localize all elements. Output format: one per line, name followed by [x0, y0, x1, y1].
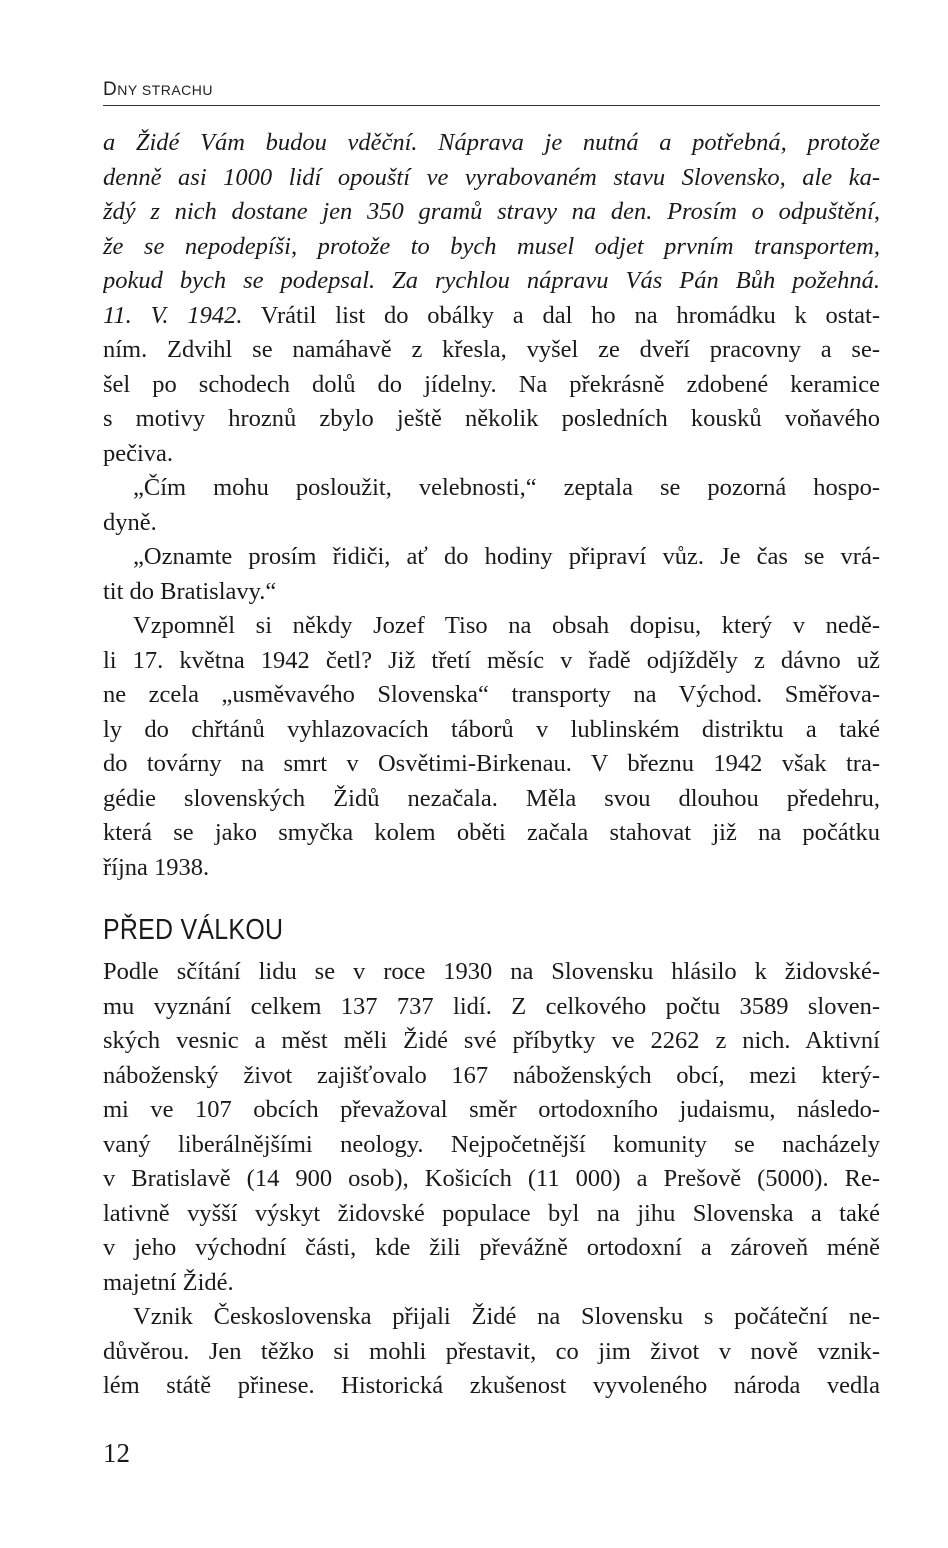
- text-line: a Židé Vám budou vděční. Náprava je nutná a potřebná, protože: [103, 129, 880, 156]
- text-line: Vznik Československa přijali Židé na Slovensku s počáteční ne-: [133, 1303, 880, 1330]
- text-line: mi ve 107 obcích převažoval směr ortodoxního judaismu, následo-: [103, 1096, 880, 1123]
- text-line: šel po schodech dolů do jídelny. Na překrásně zdobené keramice: [103, 370, 880, 398]
- text-line: tit do Bratislavy.“: [103, 577, 277, 605]
- text-line: dyně.: [103, 508, 157, 536]
- text-line: ním. Zdvihl se namáhavě z křesla, vyšel ze dveří pracovny a se-: [103, 336, 880, 363]
- running-head: [103, 79, 213, 101]
- text-line: která se jako smyčka kolem oběti začala stahovat již na počátku: [103, 819, 880, 846]
- text-line: pokud bych se podepsal. Za rychlou nápravu Vás Pán Bůh požehná.: [103, 267, 880, 294]
- text-line: majetní Židé.: [103, 1268, 234, 1296]
- text-line: do továrny na smrt v Osvětimi-Birkenau. V březnu 1942 však tra-: [103, 750, 880, 777]
- text-line: Podle sčítání lidu se v roce 1930 na Slovensku hlásilo k židovské-: [103, 958, 880, 985]
- text-line: ly do chřtánů vyhlazovacích táborů v lublinském distriktu a také: [103, 715, 880, 743]
- text-line: v jeho východní části, kde žili převážně ortodoxní a zároveň méně: [103, 1234, 880, 1261]
- letter-date: 11. V. 1942.: [103, 301, 243, 329]
- text-line: lém státě přinese. Historická zkušenost vyvoleného národa vedla: [103, 1372, 880, 1399]
- running-head-rest: NY STRACHU: [117, 82, 213, 98]
- text-line: [103, 299, 880, 334]
- text-block-top: [103, 126, 880, 885]
- page-number: 12: [103, 1438, 130, 1468]
- text-line: důvěrou. Jen těžko si mohli přestavit, co jim život v nově vznik-: [103, 1337, 880, 1365]
- text-line: ne zcela „usměvavého Slovenska“ transporty na Východ. Směřova-: [103, 681, 880, 708]
- text-line: lativně vyšší výskyt židovské populace byl na jihu Slovenska a také: [103, 1199, 880, 1227]
- section-heading: PŘED VÁLKOU: [103, 914, 284, 946]
- text-line: že se nepodepíši, protože to bych musel odjet prvním transportem,: [103, 232, 880, 260]
- text-line: „Oznamte prosím řidiči, ať do hodiny připraví vůz. Je čas se vrá-: [133, 543, 880, 570]
- text-line: ských vesnic a měst měli Židé své příbytky ve 2262 z nich. Aktivní: [103, 1027, 880, 1054]
- running-head-cap: D: [103, 79, 118, 100]
- text-line: pečiva.: [103, 439, 174, 467]
- text-line: gédie slovenských Židů nezačala. Měla svou dlouhou předehru,: [103, 784, 880, 812]
- text-block-section: [103, 955, 880, 1404]
- text-line: ždý z nich dostane jen 350 gramů stravy na den. Prosím o odpuštění,: [103, 198, 880, 225]
- text-line: náboženský život zajišťovalo 167 náboženských obcí, mezi který-: [103, 1061, 880, 1089]
- text-line: mu vyznání celkem 137 737 lidí. Z celkového počtu 3589 sloven-: [103, 992, 880, 1020]
- text-line: denně asi 1000 lidí opouští ve vyrabovaném stavu Slovensko, ale ka-: [103, 163, 880, 191]
- text-line-rest: Vrátil list do obálky a dal ho na hromádku k ostat-: [242, 301, 880, 329]
- text-line: li 17. května 1942 četl? Již třetí měsíc v řadě odjížděly z dávno už: [103, 646, 880, 674]
- text-line: Vzpomněl si někdy Jozef Tiso na obsah dopisu, který v nedě-: [133, 612, 880, 639]
- text-line: „Čím mohu posloužit, velebnosti,“ zeptala se pozorná hospo-: [133, 474, 880, 501]
- text-line: vaný liberálnějšími neology. Nejpočetnější komunity se nacházely: [103, 1130, 880, 1158]
- text-line: s motivy hroznů zbylo ještě několik posledních kousků voňavého: [103, 405, 880, 432]
- header-rule: [103, 105, 880, 106]
- text-line: října 1938.: [103, 853, 210, 881]
- text-line: v Bratislavě (14 900 osob), Košicích (11 000) a Prešově (5000). Re-: [103, 1165, 880, 1192]
